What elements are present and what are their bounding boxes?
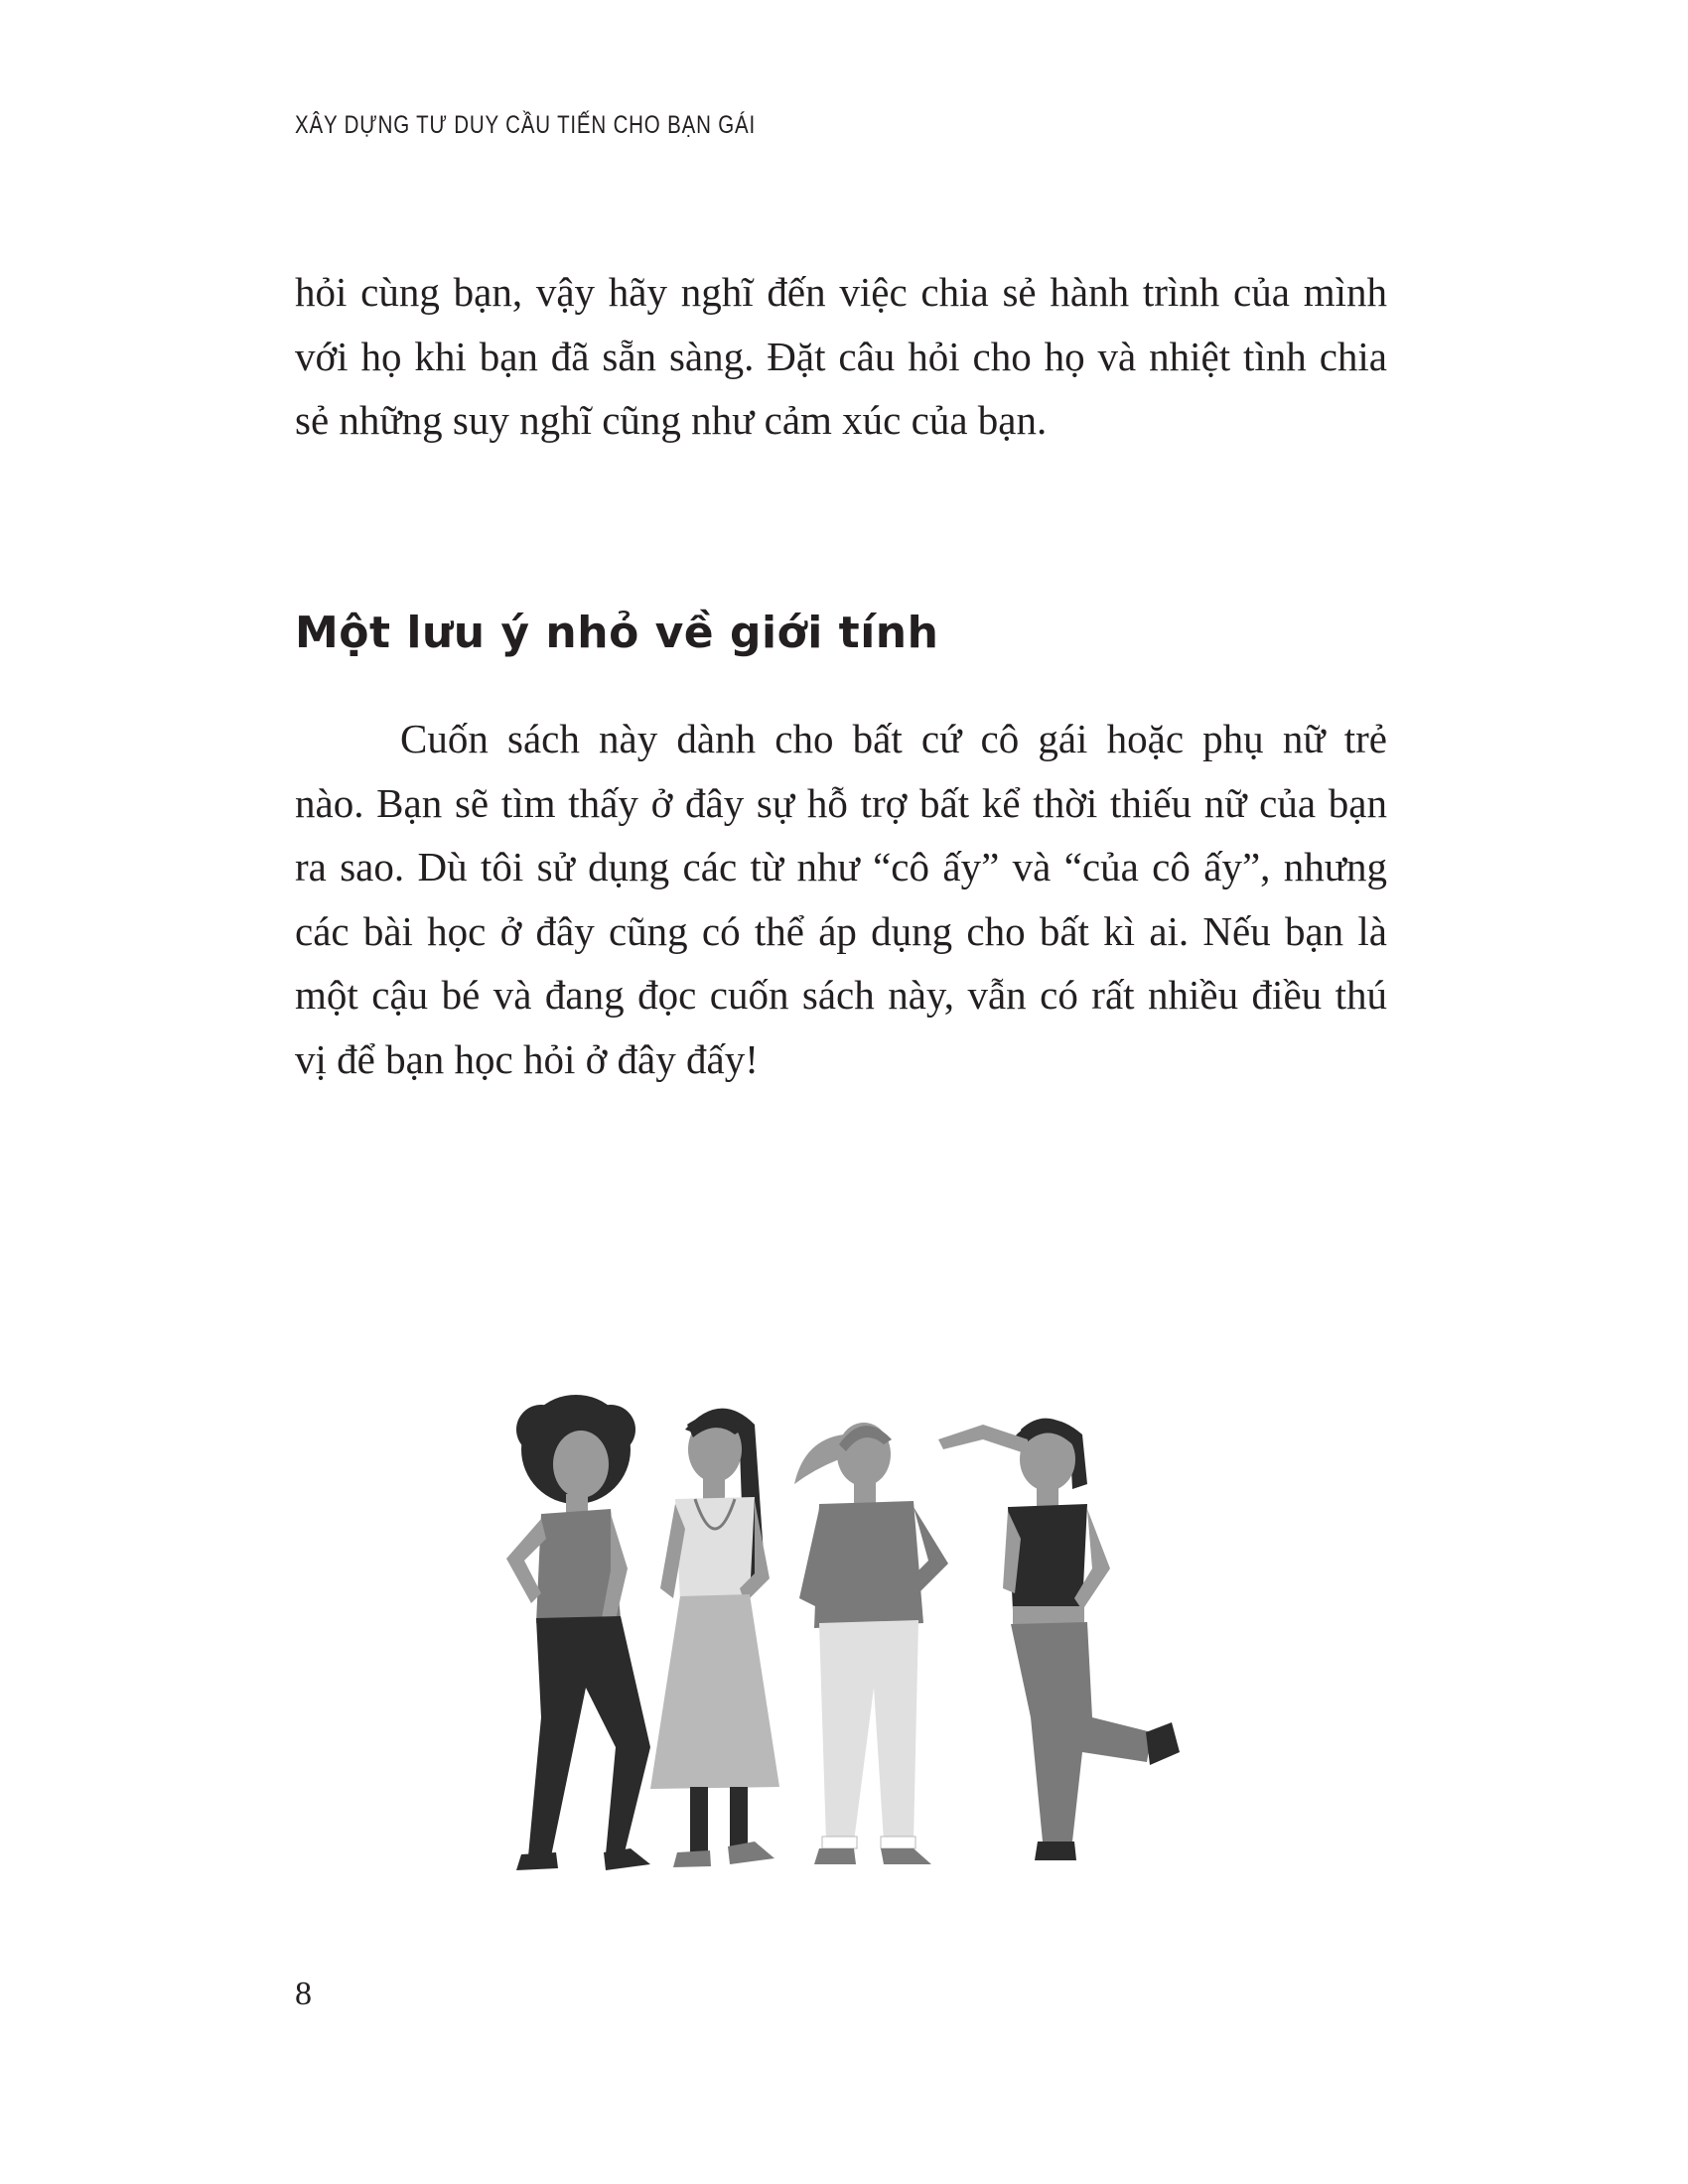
page-number: 8 xyxy=(295,1976,312,2012)
text-line: vị để bạn học hỏi ở đây đấy! xyxy=(295,1035,759,1082)
intro-paragraph xyxy=(295,260,1387,453)
girl-curly-hair xyxy=(506,1395,650,1870)
text-line: ra sao. Dù tôi sử dụng các từ như “cô ấy” và “của cô ấy”, nhưng xyxy=(295,844,1387,889)
girl-long-hair xyxy=(650,1409,779,1867)
running-header: XÂY DỰNG TƯ DUY CẦU TIẾN CHO BẠN GÁI xyxy=(295,111,757,139)
text-line: các bài học ở đây cũng có thể áp dụng cho bất kì ai. Nếu bạn là xyxy=(295,907,1387,954)
four-girls-illustration xyxy=(447,1390,1241,1906)
girl-bob-hair xyxy=(938,1419,1180,1860)
girl-ponytail xyxy=(794,1423,948,1864)
text-line: Cuốn sách này dành cho bất cứ cô gái hoặc phụ nữ trẻ xyxy=(400,716,1387,761)
text-line: nào. Bạn sẽ tìm thấy ở đây sự hỗ trợ bất kể thời thiếu nữ của bạn xyxy=(295,779,1387,826)
text-line: hỏi cùng bạn, vậy hãy nghĩ đến việc chia sẻ hành trình của mình xyxy=(295,269,1387,315)
section-heading: Một lưu ý nhỏ về giới tính xyxy=(295,608,939,658)
text-line: với họ khi bạn đã sẵn sàng. Đặt câu hỏi cho họ và nhiệt tình chia xyxy=(295,333,1387,379)
text-line: sẻ những suy nghĩ cũng như cảm xúc của bạn. xyxy=(295,397,1048,443)
section-paragraph xyxy=(295,707,1387,1091)
text-line: một cậu bé và đang đọc cuốn sách này, vẫn có rất nhiều điều thú xyxy=(295,972,1387,1018)
